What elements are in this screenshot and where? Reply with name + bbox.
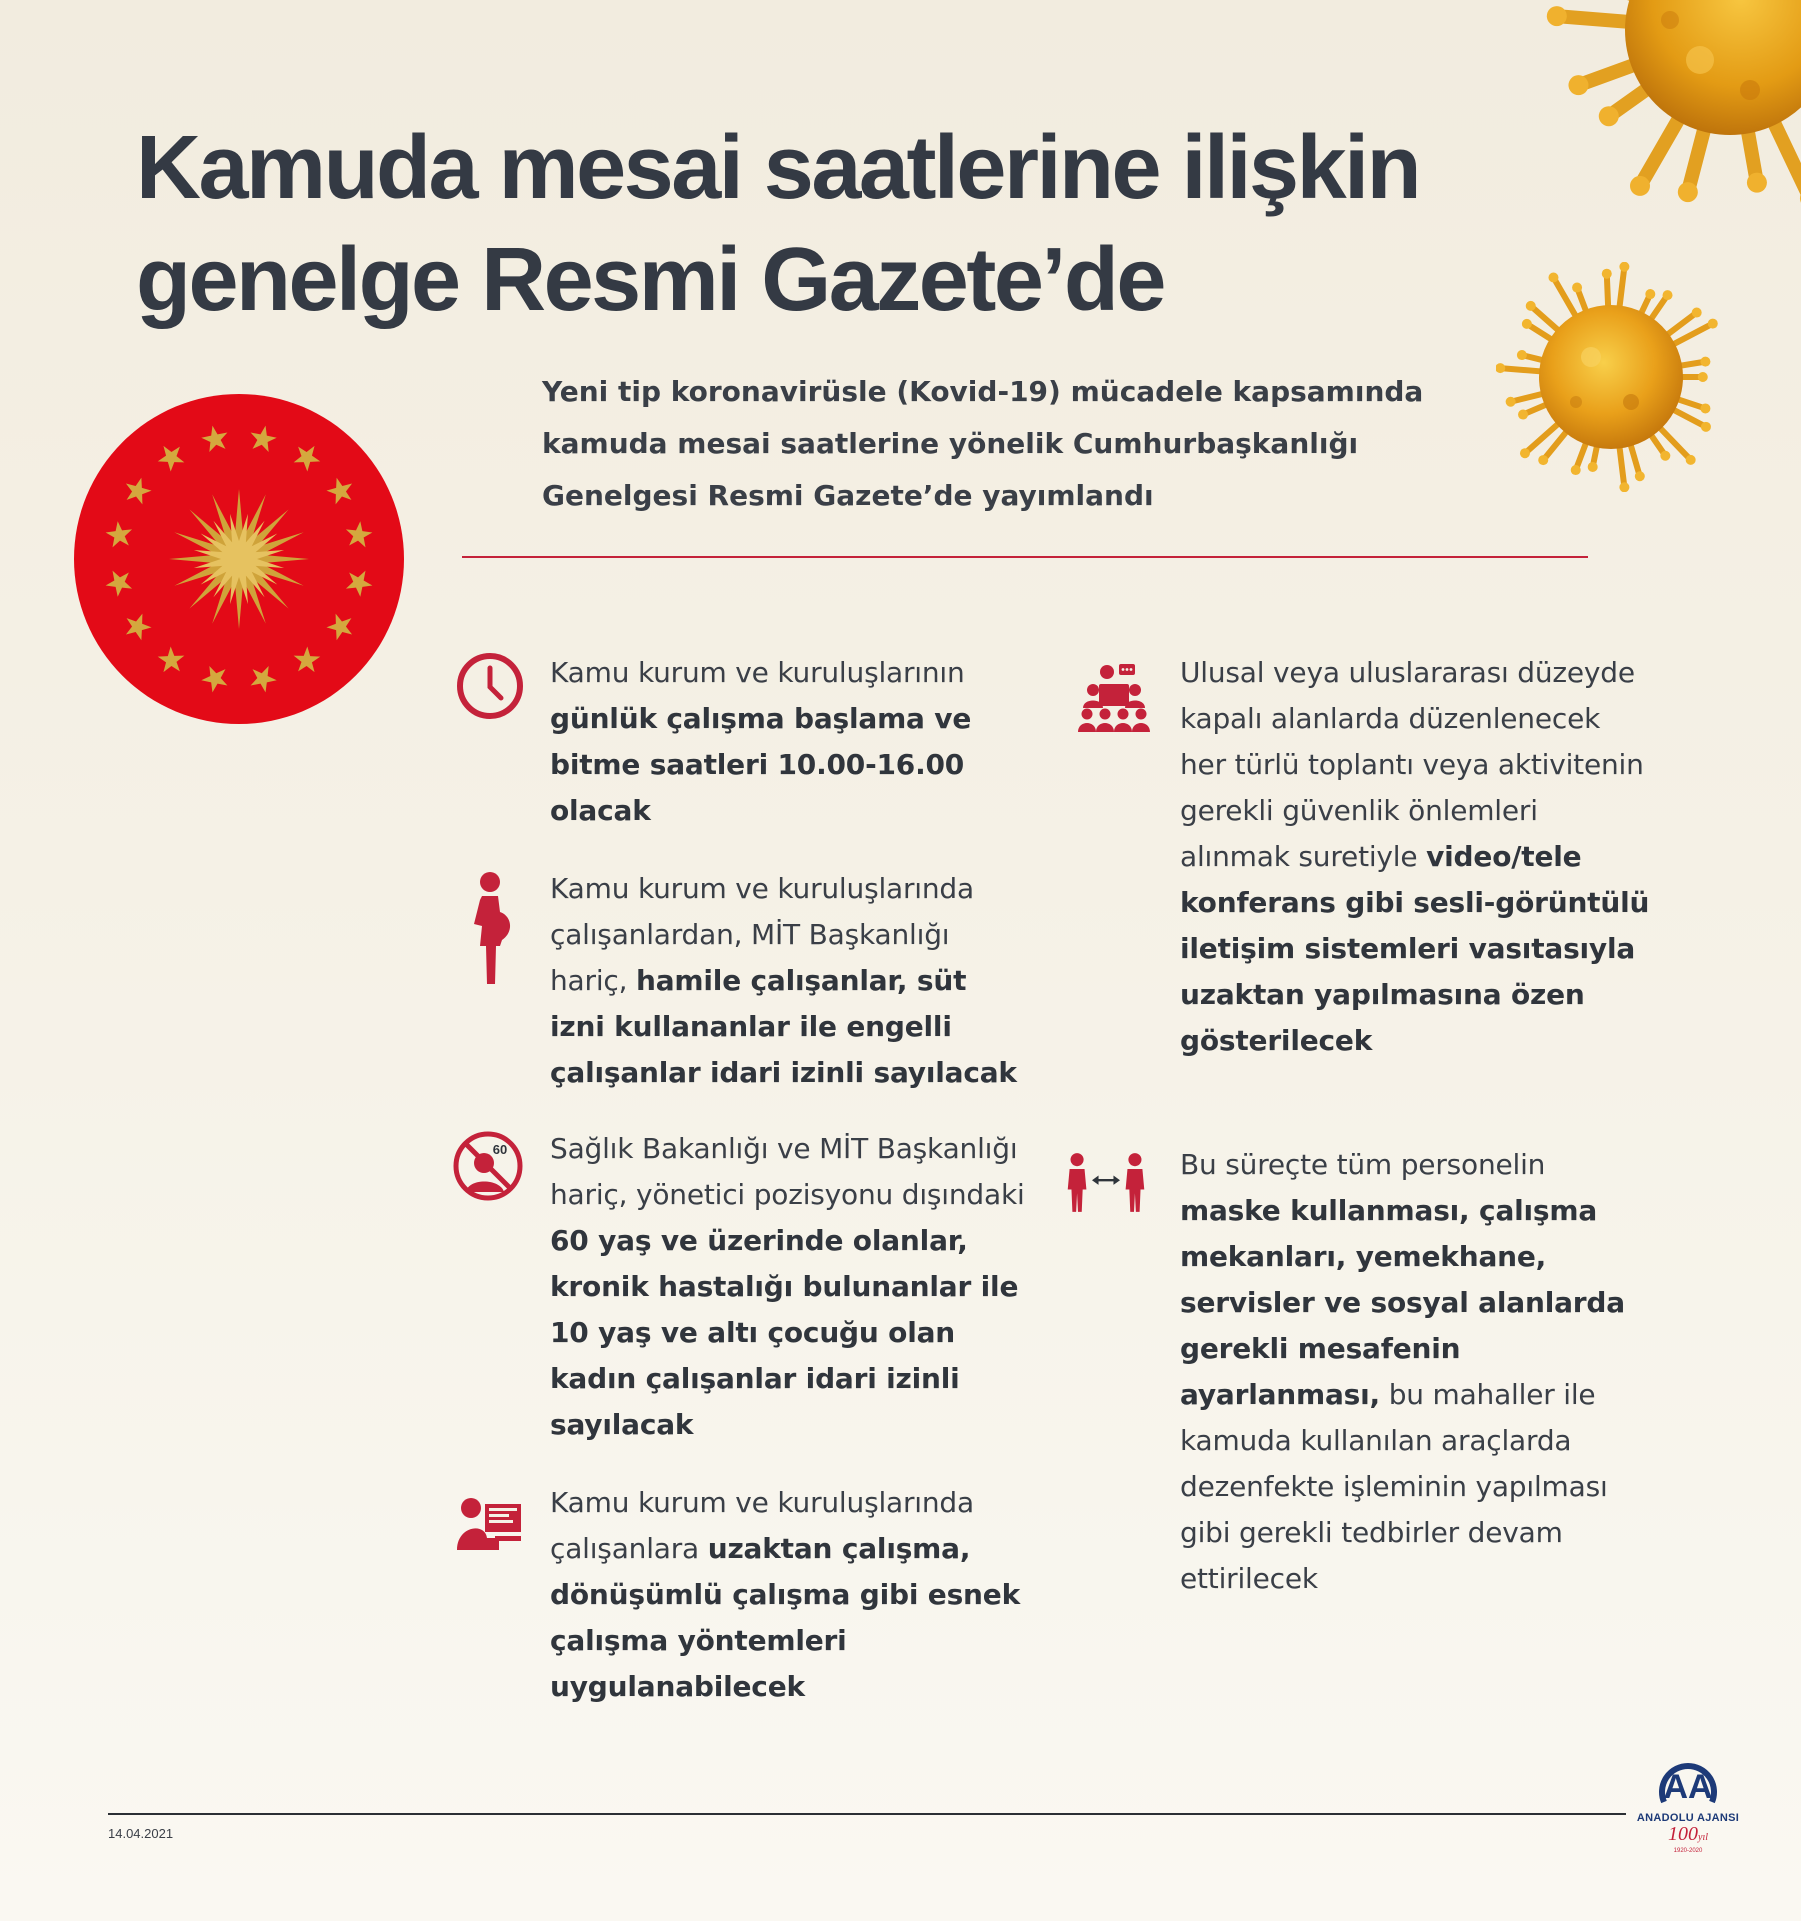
item-text: Bu süreçte tüm personelin maske kullanması, çalışma mekanları, yemekhane, servisler ve sosyal alanlarda gerekli mesafenin ayarlanması, bu mahaller ile kamuda kullanılan araçlarda dezenfekte işleminin yapılması gibi gerekli tedbirler devam ettirilecek <box>1180 1148 1625 1595</box>
footer-divider <box>108 1813 1626 1815</box>
page-title <box>136 112 1576 336</box>
clock-icon <box>448 650 532 734</box>
presidential-emblem <box>74 394 404 724</box>
item-text: Kamu kurum ve kuruluşlarında çalışanlardan, MİT Başkanlığı hariç, hamile çalışanlar, süt izni kullananlar ile engelli çalışanlar idari izinli sayılacak <box>550 872 1017 1089</box>
item-text: Kamu kurum ve kuruluşlarında çalışanlara uzaktan çalışma, dönüşümlü çalışma gibi esnek çalışma yöntemleri uygulanabilecek <box>550 1486 1021 1703</box>
publication-date: 14.04.2021 <box>108 1826 174 1841</box>
pregnant-woman-icon <box>448 866 532 950</box>
intro-text: Yeni tip koronavirüsle (Kovid-19) mücadele kapsamında kamuda mesai saatlerine yönelik Cumhurbaşkanlığı Genelgesi Resmi Gazete’de yayımlandı <box>542 375 1424 512</box>
item-text: Sağlık Bakanlığı ve MİT Başkanlığı hariç, yönetici pozisyonu dışındaki 60 yaş ve üzerinde olanlar, kronik hastalığı bulunanlar ile 10 yaş ve altı çocuğu olan kadın çalışanlar idari izinli sayılacak <box>550 1132 1025 1441</box>
age-limit-label: 60 <box>492 1142 508 1157</box>
divider <box>462 556 1588 558</box>
item-text: Ulusal veya uluslararası düzeyde kapalı alanlarda düzenlenecek her türlü toplantı veya aktivitenin gerekli güvenlik önlemleri alınmak suretiyle video/tele konferans gibi sesli-görüntülü iletişim sistemleri vasıtasıyla uzaktan yapılmasına özen gösterilecek <box>1180 656 1650 1057</box>
aa-anniversary-years: 1920-2020 <box>1673 1848 1703 1854</box>
anadolu-agency-logo <box>1634 1752 1742 1854</box>
title-line-1: Kamuda mesai saatlerine ilişkin <box>136 118 1420 218</box>
remote-work-icon <box>448 1494 532 1578</box>
social-distance-icon <box>1064 1150 1148 1234</box>
aa-logo-mark <box>1658 1752 1718 1806</box>
aa-logo-initials: AA <box>1663 1768 1713 1806</box>
item-text: Kamu kurum ve kuruluşlarının günlük çalışma başlama ve bitme saatleri 10.00-16.00 olacak <box>550 656 972 827</box>
aa-logo-name: ANADOLU AJANSI <box>1636 1812 1740 1824</box>
meeting-icon <box>1072 662 1156 746</box>
no-elderly-60-icon <box>446 1130 530 1214</box>
aa-anniversary: 100yıl <box>1668 1823 1708 1845</box>
title-line-2: genelge Resmi Gazete’de <box>136 230 1164 330</box>
